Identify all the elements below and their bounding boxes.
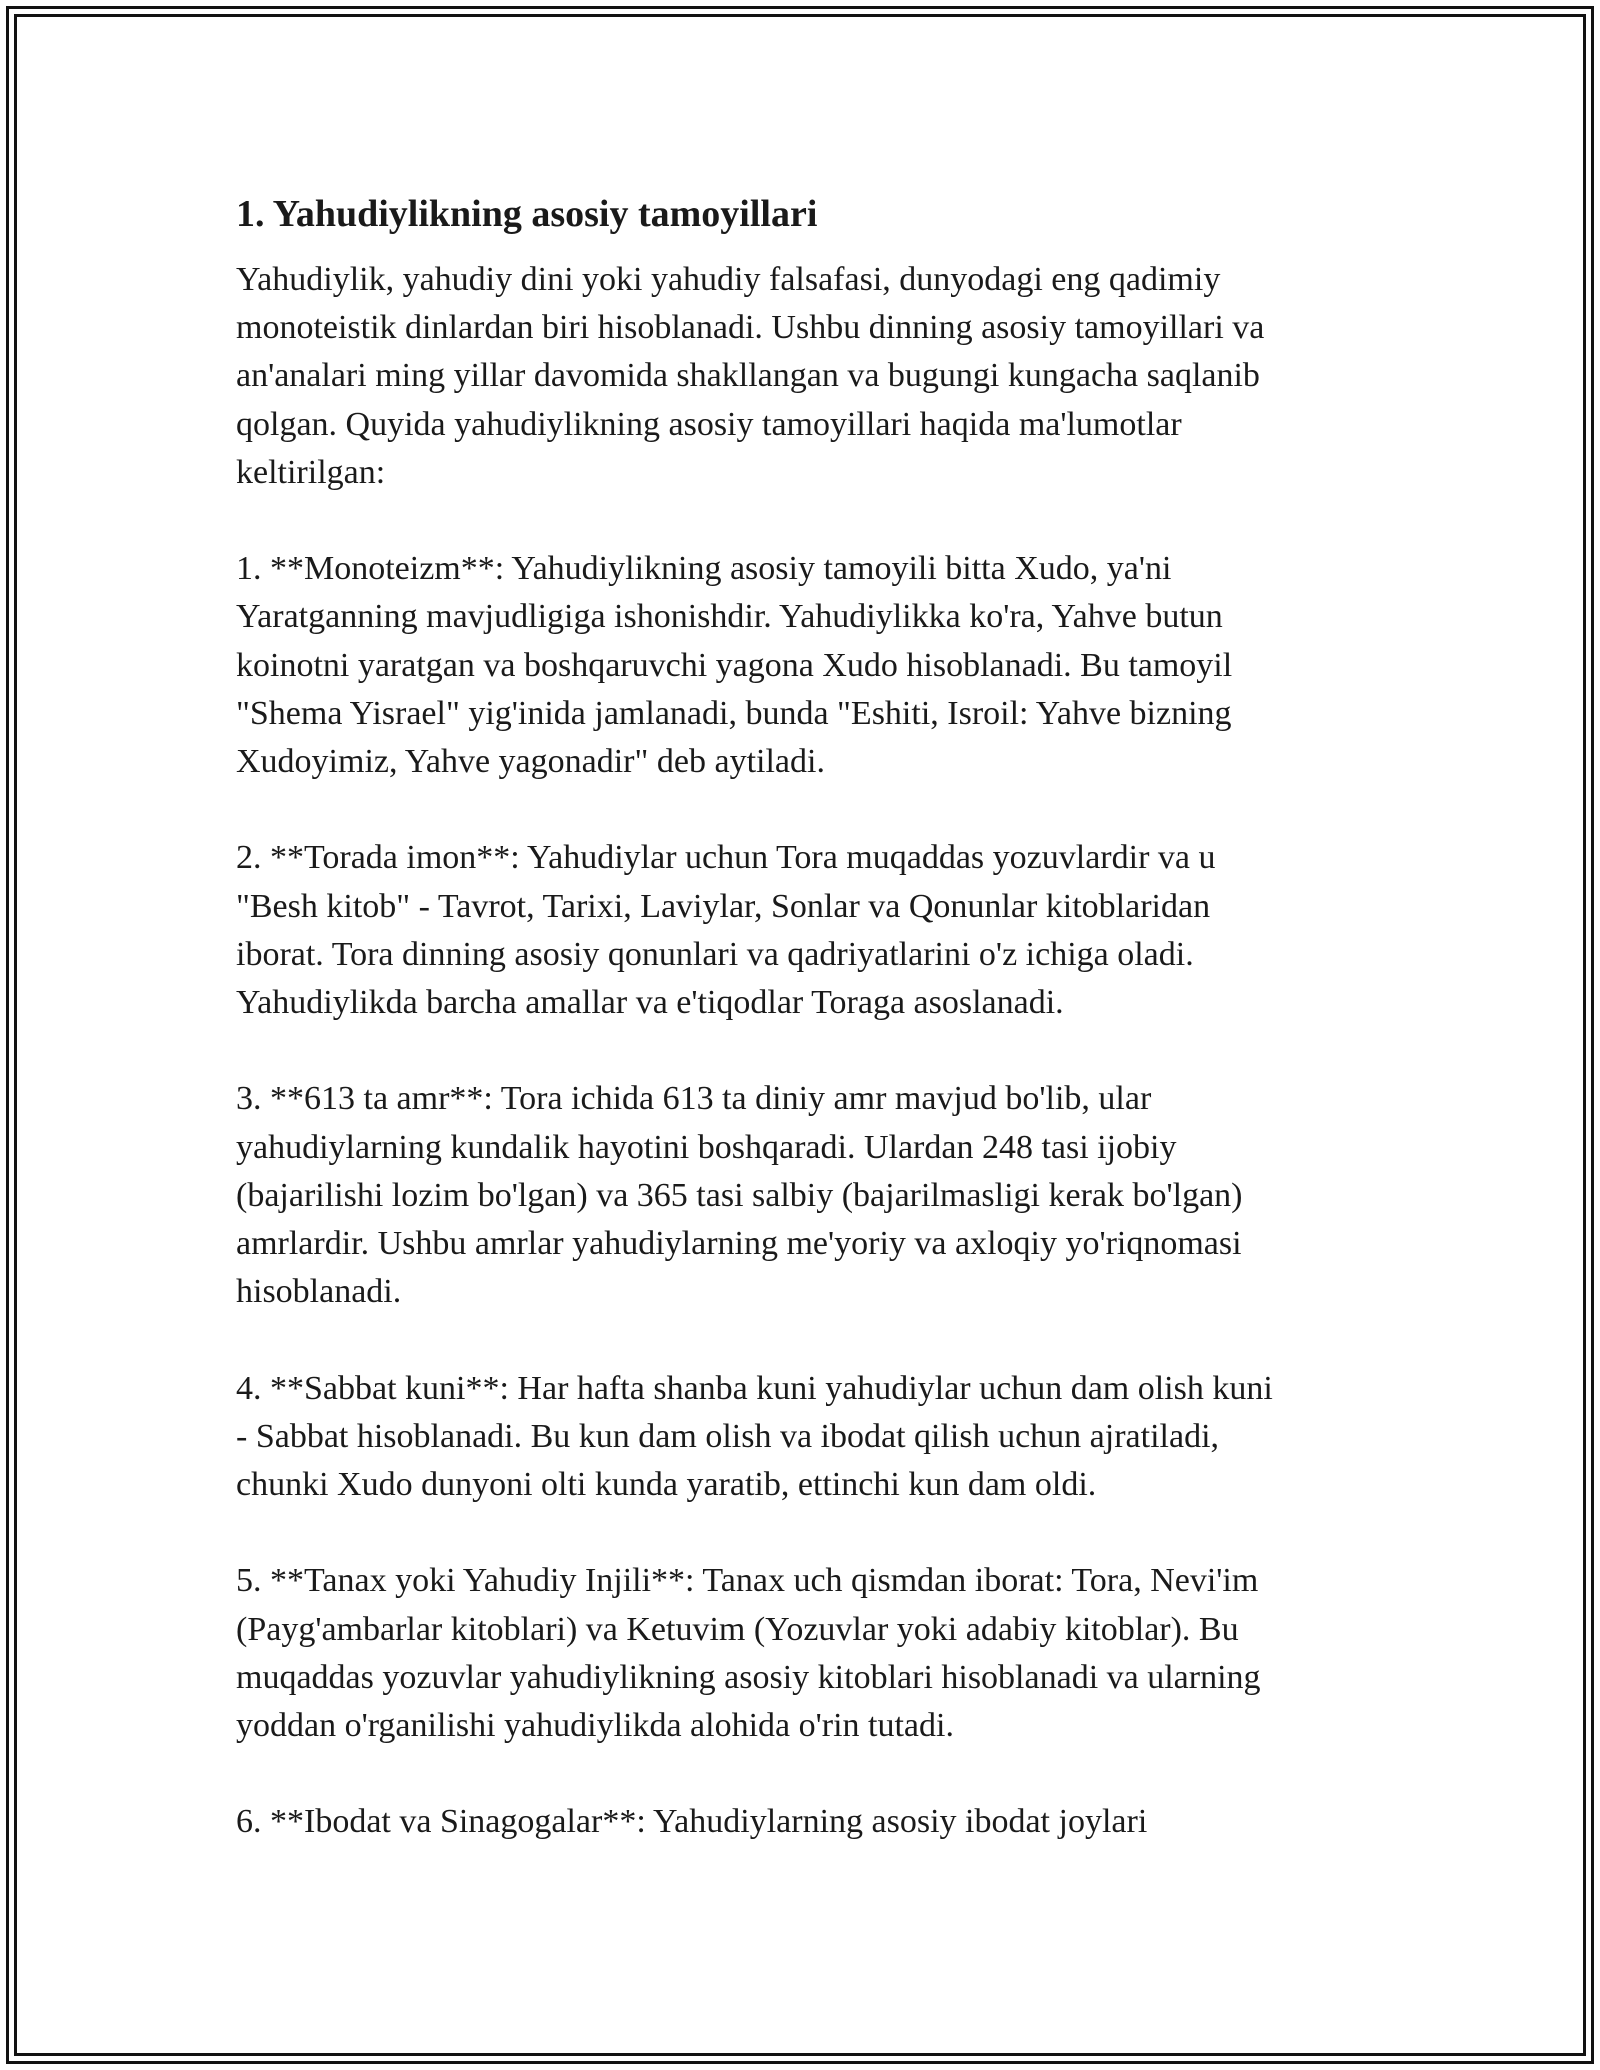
principle-worship-paragraph: 6. **Ibodat va Sinagogalar**: Yahudiylarning asosiy ibodat joylari [236, 1803, 1148, 1841]
document-body [236, 180, 1366, 1847]
principle-sabbath-paragraph: 4. **Sabbat kuni**: Har hafta shanba kuni yahudiylar uchun dam olish kuni - Sabbat hisoblanadi. Bu kun dam olish va ibodat qilish uchun ajratiladi, chunki Xudo dunyoni olti kunda yaratib, ettinchi kun dam oldi. [236, 1369, 1273, 1504]
principle-613-commandments-paragraph: 3. **613 ta amr**: Tora ichida 613 ta diniy amr mavjud bo'lib, ular yahudiylarning kundalik hayotini boshqaradi. Ulardan 248 tasi ijobiy (bajarilishi lozim bo'lgan) va 365 tasi salbiy (bajarilmasligi kerak bo'lgan) amrlardir. Ushbu amrlar yahudiylarning me'yoriy va axloqiy yo'riqnomasi hisoblanadi. [236, 1080, 1243, 1311]
principle-torah-paragraph: 2. **Torada imon**: Yahudiylar uchun Tora muqaddas yozuvlardir va u "Besh kitob" - Tavrot, Tarixi, Laviylar, Sonlar va Qonunlar kitoblaridan iborat. Tora dinning asosiy qonunlari va qadriyatlarini o'z ichiga oladi. Yahudiylikda barcha amallar va e'tiqodlar Toraga asoslanadi. [236, 839, 1216, 1022]
intro-paragraph: Yahudiylik, yahudiy dini yoki yahudiy falsafasi, dunyodagi eng qadimiy monoteistik dinlardan biri hisoblanadi. Ushbu dinning asosiy tamoyillari va an'analari ming yillar davomida shakllangan va bugungi kungacha saqlanib qolgan. Quyida yahudiylikning asosiy tamoyillari haqida ma'lumotlar keltirilgan: [236, 261, 1265, 491]
principle-monotheism-paragraph: 1. **Monoteizm**: Yahudiylikning asosiy tamoyili bitta Xudo, ya'ni Yaratganning mavjudligiga ishonishdir. Yahudiylikka ko'ra, Yahve butun koinotni yaratgan va boshqaruvchi yagona Xudo hisoblanadi. Bu tamoyil "Shema Yisrael" yig'inida jamlanadi, bunda "Eshiti, Isroil: Yahve bizning Xudoyimiz, Yahve yagonadir" deb aytiladi. [236, 550, 1233, 781]
principle-tanakh-paragraph: 5. **Tanax yoki Yahudiy Injili**: Tanax uch qismdan iborat: Tora, Nevi'im (Payg'ambarlar kitoblari) va Ketuvim (Yozuvlar yoki adabiy kitoblar). Bu muqaddas yozuvlar yahudiylikning asosiy kitoblari hisoblanadi va ularning yoddan o'rganilishi yahudiylikda alohida o'rin tutadi. [236, 1562, 1261, 1745]
section-heading: 1. Yahudiylikning asosiy tamoyillari [236, 193, 818, 235]
